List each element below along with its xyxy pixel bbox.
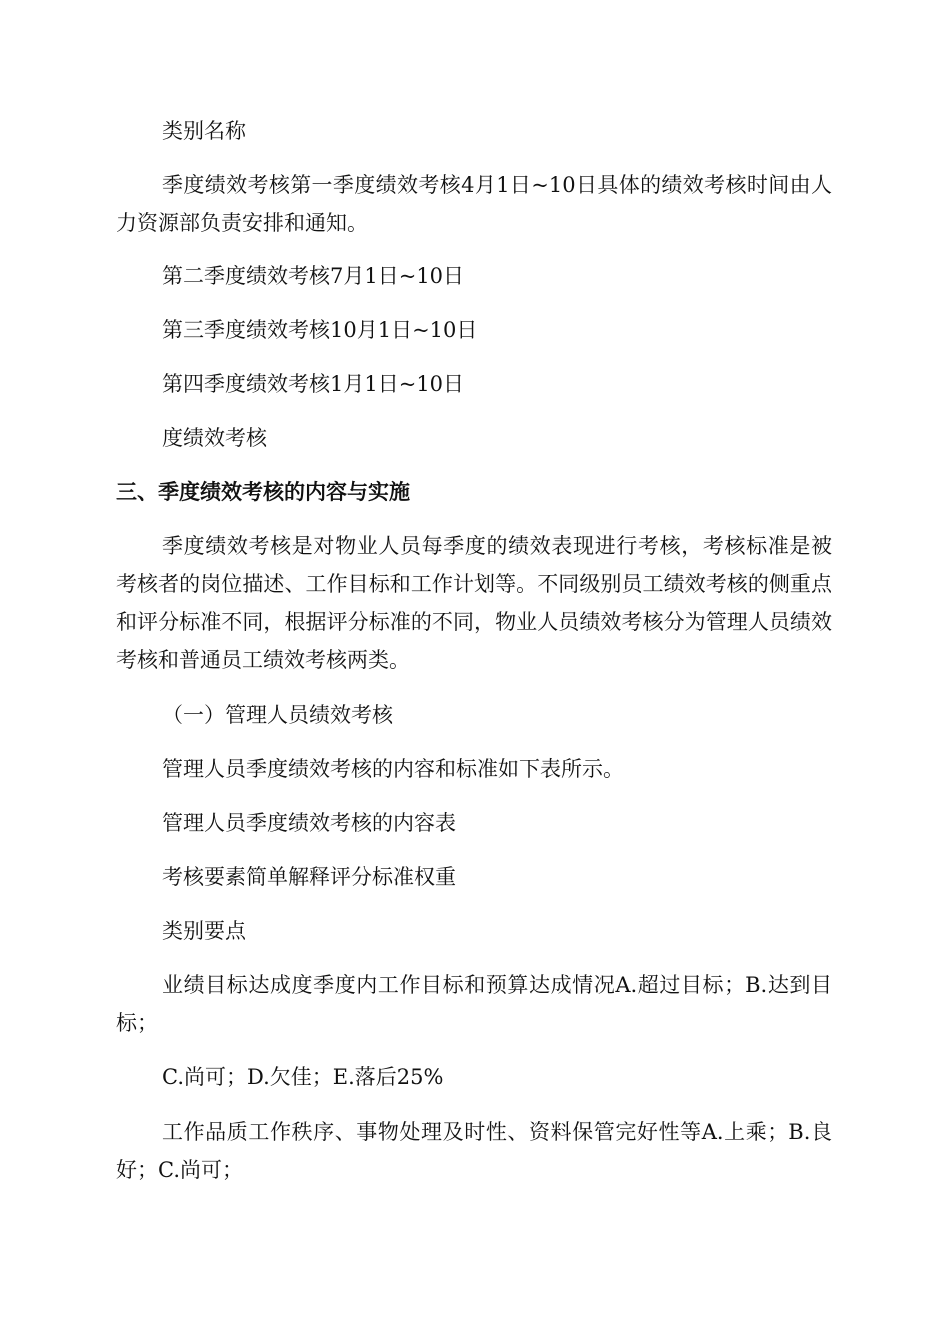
paragraph-q4-schedule: 第四季度绩效考核1月1日~10日 — [162, 372, 465, 396]
subsection-heading: （一）管理人员绩效考核 — [162, 703, 393, 727]
paragraph-review-intro: 季度绩效考核是对物业人员每季度的绩效表现进行考核，考核标准是被考核者的岗位描述、工作目标和工作计划等。不同级别员工绩效考核的侧重点和评分标准不同，根据评分标准的不同，物业人员绩效考核分为管理人员绩效考核和普通员工绩效考核两类。 — [116, 534, 832, 672]
table-caption: 管理人员季度绩效考核的内容表 — [162, 811, 456, 835]
paragraph-category-name: 类别名称 — [162, 119, 246, 143]
table-row-performance-goal-cont: C.尚可；D.欠佳；E.落后25% — [162, 1065, 444, 1089]
paragraph-q1-schedule: 季度绩效考核第一季度绩效考核4月1日~10日具体的绩效考核时间由人力资源部负责安排和通知。 — [116, 173, 832, 235]
section-heading: 三、季度绩效考核的内容与实施 — [116, 480, 410, 504]
table-row-performance-goal: 业绩目标达成度季度内工作目标和预算达成情况A.超过目标；B.达到目标； — [116, 973, 832, 1035]
paragraph-annual-review: 度绩效考核 — [162, 426, 267, 450]
table-header-row: 考核要素简单解释评分标准权重 — [162, 865, 456, 889]
table-subheader-row: 类别要点 — [162, 919, 246, 943]
paragraph-q2-schedule: 第二季度绩效考核7月1日~10日 — [162, 264, 465, 288]
paragraph-q3-schedule: 第三季度绩效考核10月1日~10日 — [162, 318, 478, 342]
table-row-work-quality: 工作品质工作秩序、事物处理及时性、资料保管完好性等A.上乘；B.良好；C.尚可； — [116, 1120, 832, 1182]
paragraph-table-intro: 管理人员季度绩效考核的内容和标准如下表所示。 — [162, 757, 624, 781]
